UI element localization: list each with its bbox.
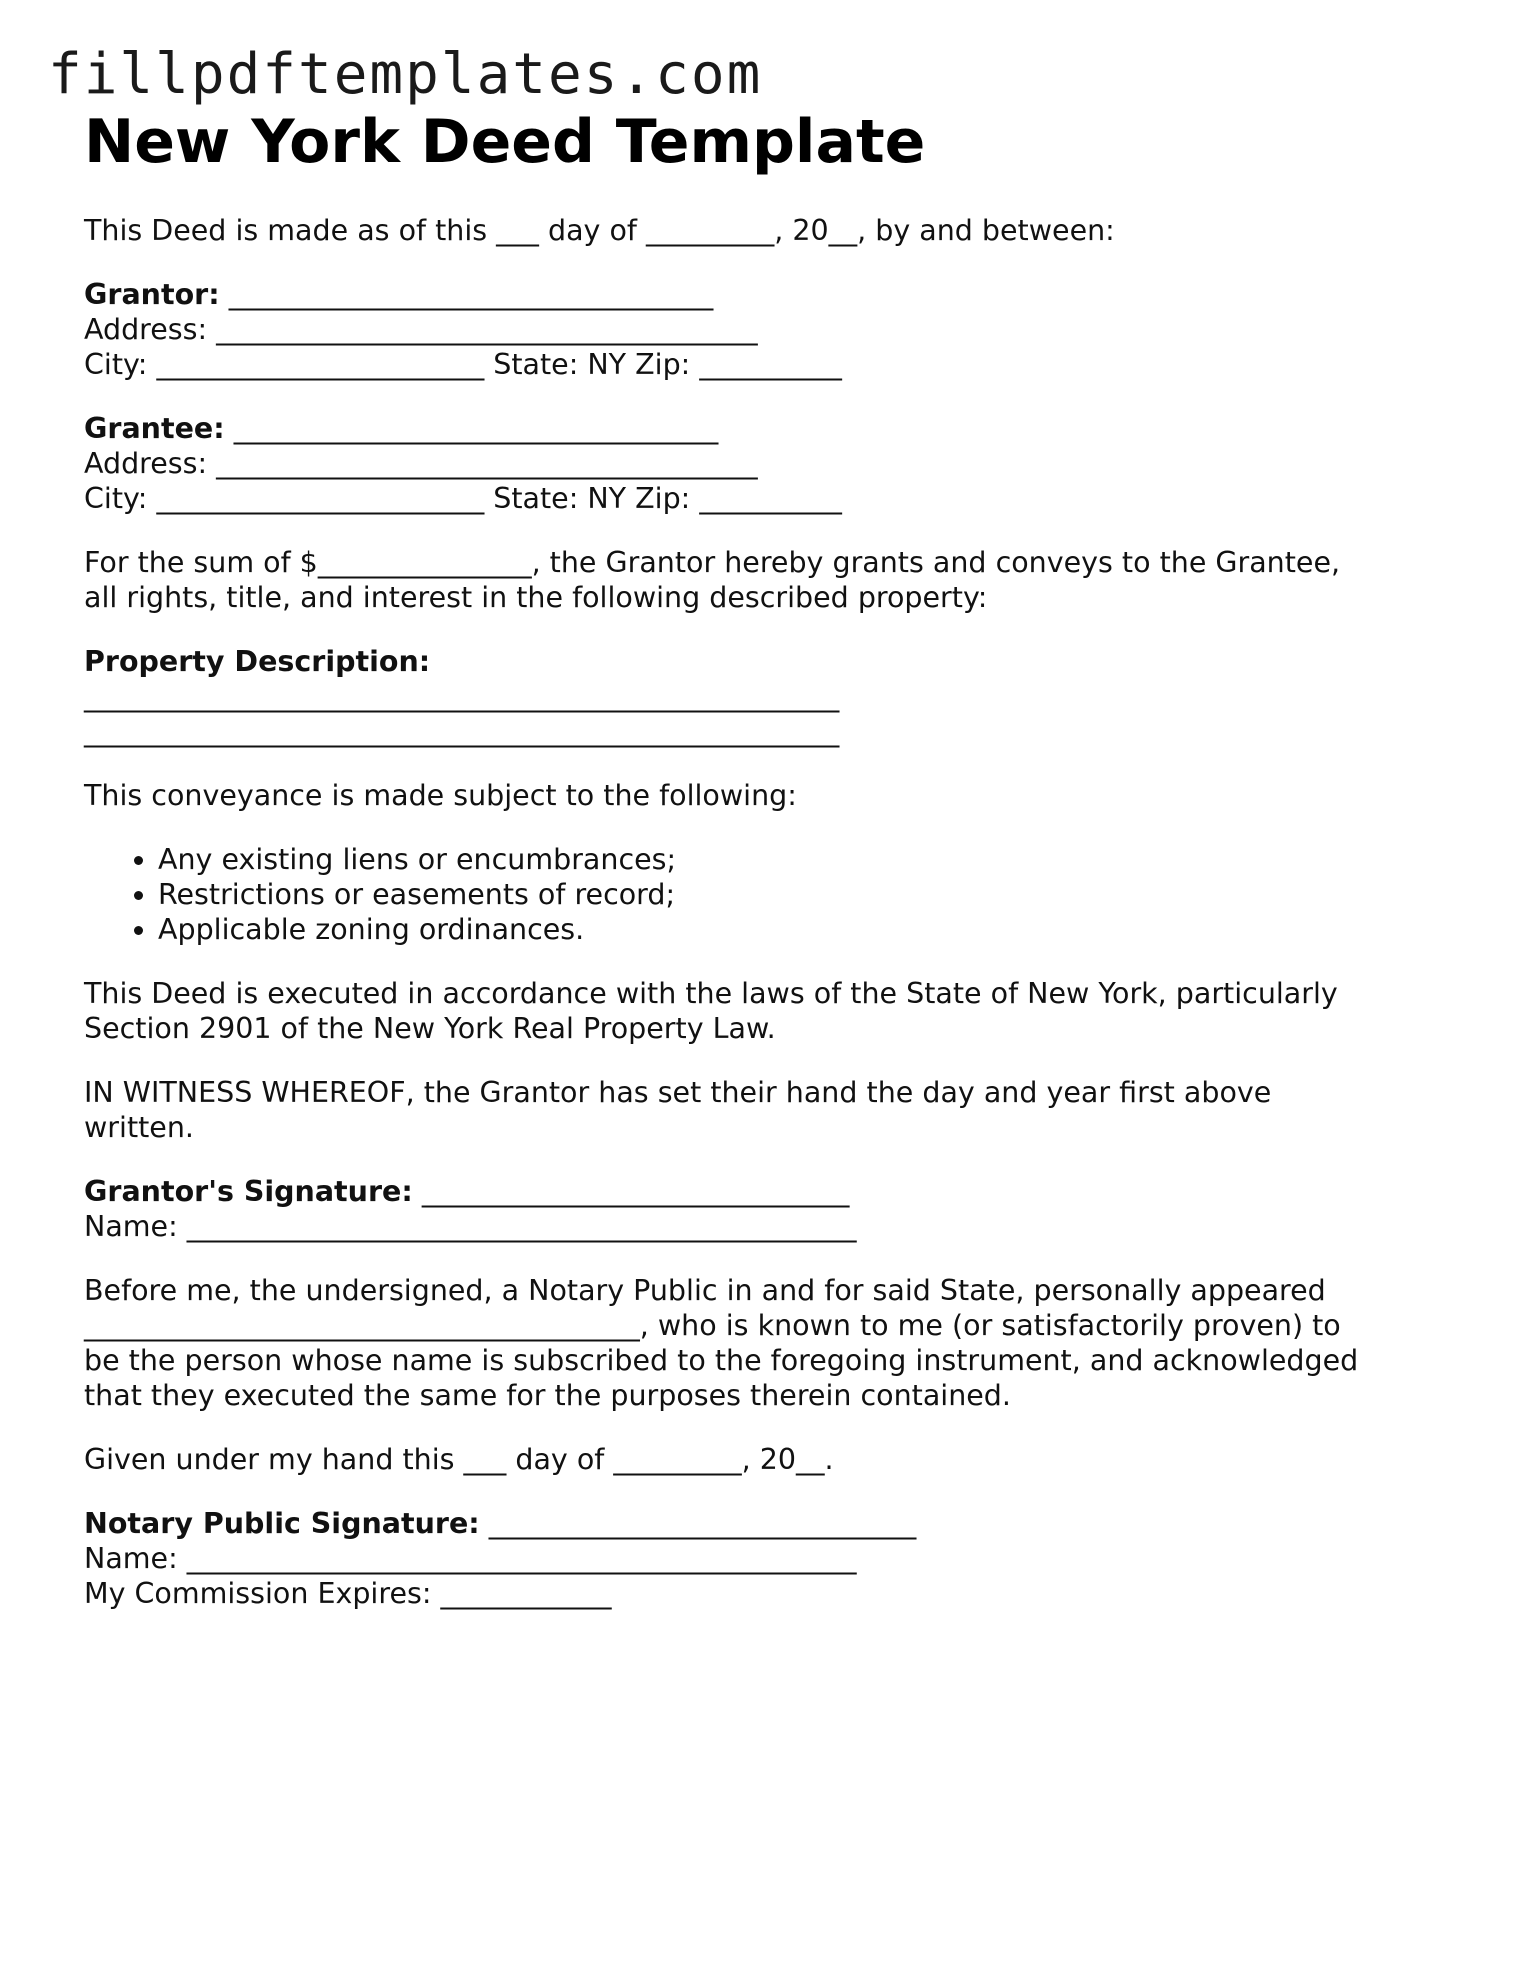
grantor-signature-line (84, 1174, 1434, 1209)
property-label-text: Property Description: (84, 645, 431, 678)
witness-line-1: IN WITNESS WHEREOF, the Grantor has set their hand the day and year first above (84, 1076, 1272, 1109)
grantee-city-line: City: _______________________ State: NY Zip: __________ (84, 482, 842, 515)
law-line-1: This Deed is executed in accordance with the laws of the State of New York, particularly (84, 977, 1338, 1010)
site-watermark: fillpdftemplates.com (48, 42, 763, 107)
notary-acknowledgment-section (84, 1273, 1434, 1413)
property-blank-line-2: _____________________________________________________ (84, 715, 840, 748)
deed-document (84, 100, 1434, 1611)
notary-ack-line-1: Before me, the undersigned, a Notary Public in and for said State, personally appeared (84, 1274, 1326, 1307)
witness-section (84, 1075, 1434, 1145)
notary-signature-label: Notary Public Signature: (84, 1507, 480, 1540)
law-section (84, 976, 1434, 1046)
consideration-line-1: For the sum of $_______________, the Grantor hereby grants and conveys to the Grantee, (84, 546, 1341, 579)
notary-commission-line: My Commission Expires: ____________ (84, 1577, 612, 1610)
grantor-signature-blank: ______________________________ (412, 1175, 850, 1208)
property-label (84, 644, 1434, 679)
grantor-city-line: City: _______________________ State: NY Zip: __________ (84, 348, 842, 381)
subject-list (84, 842, 1434, 947)
grantor-signature-label: Grantor's Signature: (84, 1175, 413, 1208)
notary-signature-line (84, 1506, 1434, 1541)
law-line-2: Section 2901 of the New York Real Property Law. (84, 1012, 776, 1045)
grantee-address-line: Address: ______________________________________ (84, 447, 758, 480)
property-blank-line-1: _____________________________________________________ (84, 680, 840, 713)
grantee-name-blank: __________________________________ (224, 412, 719, 445)
notary-ack-line-3: be the person whose name is subscribed to the foregoing instrument, and acknowledged (84, 1344, 1359, 1377)
list-item: • Applicable zoning ordinances. (158, 912, 1434, 947)
grantor-name-blank: __________________________________ (219, 278, 714, 311)
consideration-line-2: all rights, title, and interest in the following described property: (84, 581, 988, 614)
witness-line-2: written. (84, 1111, 194, 1144)
grantor-address-line: Address: ______________________________________ (84, 313, 758, 346)
list-item: • Restrictions or easements of record; (158, 877, 1434, 912)
intro-line: This Deed is made as of this ___ day of _________, 20__, by and between: (84, 214, 1115, 247)
notary-name-line: Name: _______________________________________________ (84, 1542, 857, 1575)
grantee-line (84, 411, 1434, 446)
notary-ack-line-4: that they executed the same for the purposes therein contained. (84, 1379, 1011, 1412)
property-section (84, 644, 1434, 749)
consideration-section (84, 545, 1434, 615)
grantor-signature-section (84, 1174, 1434, 1244)
grantor-signature-name-line: Name: _______________________________________________ (84, 1210, 857, 1243)
page-title: New York Deed Template (84, 107, 926, 177)
grantee-section (84, 411, 1434, 516)
grantor-section (84, 277, 1434, 382)
given-line: Given under my hand this ___ day of _________, 20__. (84, 1443, 834, 1476)
notary-signature-blank: ______________________________ (479, 1507, 917, 1540)
list-item: • Any existing liens or encumbrances; (158, 842, 1434, 877)
grantee-label: Grantee: (84, 412, 225, 445)
subject-intro: This conveyance is made subject to the following: (84, 779, 797, 812)
grantor-label: Grantor: (84, 278, 220, 311)
notary-signature-section (84, 1506, 1434, 1611)
notary-ack-line-2: _______________________________________, who is known to me (or satisfactorily proven) to (84, 1309, 1341, 1342)
grantor-line (84, 277, 1434, 312)
